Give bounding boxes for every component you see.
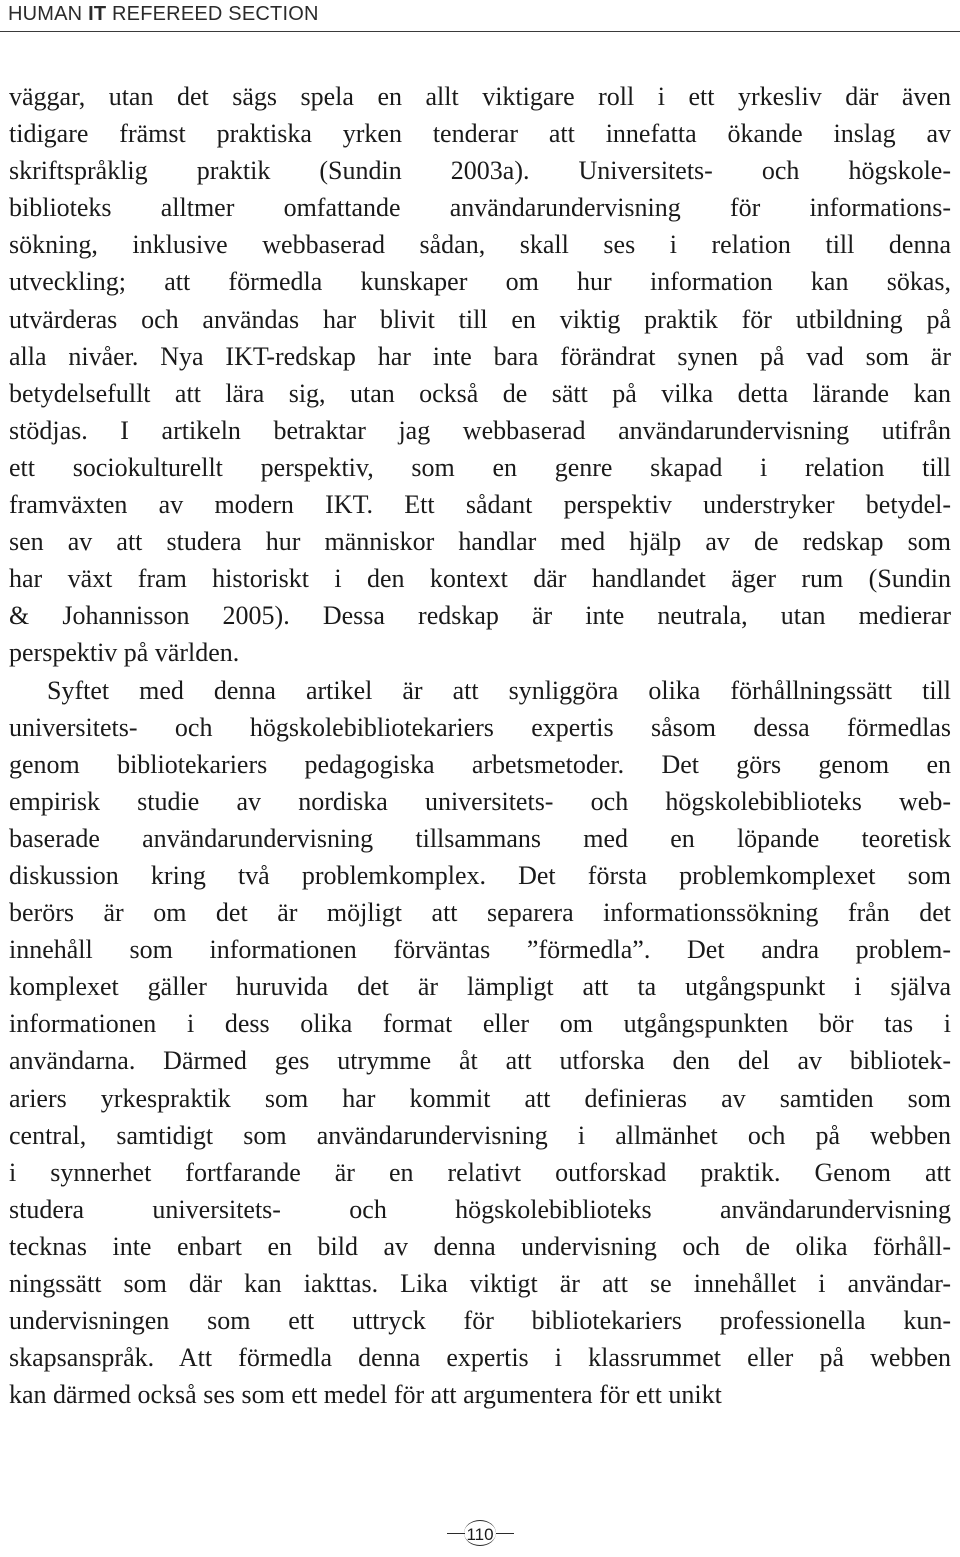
folio-rule-right: [496, 1533, 514, 1534]
text-line: innehåll som informationen förväntas ”förmedla”. Det andra problem-: [9, 935, 951, 965]
running-head-prefix: HUMAN: [8, 3, 89, 25]
text-line: utvärderas och användas har blivit till en viktig praktik för utbildning på: [9, 304, 951, 334]
text-line: väggar, utan det sägs spela en allt viktigare roll i ett yrkesliv där även: [9, 82, 951, 111]
header-rule: [0, 31, 960, 32]
text-line: ningssätt som där kan iakttas. Lika viktigt är att se innehållet i användar-: [9, 1269, 951, 1298]
text-line: stödjas. I artikeln betraktar jag webbaserad användarundervisning utifrån: [9, 415, 951, 445]
text-line: ett sociokulturellt perspektiv, som en genre skapad i relation till: [9, 452, 951, 482]
running-head-suffix: REFEREED SECTION: [106, 3, 319, 25]
text-line: universitets- och högskolebibliotekariers expertis såsom dessa förmedlas: [9, 712, 951, 742]
running-head-it: IT: [88, 3, 107, 25]
text-line: skriftspråklig praktik (Sundin 2003a). Universitets- och högskole-: [9, 156, 951, 186]
text-line: skapsanspråk. Att förmedla denna expertis i klassrummet eller på webben: [9, 1343, 951, 1373]
page-footer: [0, 1520, 960, 1548]
text-line: utveckling; att förmedla kunskaper om hur information kan sökas,: [9, 267, 951, 297]
text-line: berörs är om det är möjligt att separera informationssökning från det: [9, 898, 951, 928]
text-line: baserade användarundervisning tillsammans med en löpande teoretisk: [9, 823, 951, 853]
text-line: har växt fram historiskt i den kontext där handlandet äger rum (Sundin: [9, 564, 951, 594]
text-line: undervisningen som ett uttryck för bibliotekariers professionella kun-: [9, 1306, 951, 1336]
text-line: tecknas inte enbart en bild av denna undervisning och de olika förhåll-: [9, 1231, 951, 1261]
text-line: diskussion kring två problemkomplex. Det första problemkomplexet som: [9, 860, 951, 890]
body-text: [9, 78, 951, 1413]
paragraph: [9, 78, 951, 672]
text-line: kan därmed också ses som ett medel för att argumentera för ett unikt: [9, 1380, 722, 1410]
text-line: i synnerhet fortfarande är en relativt outforskad praktik. Genom att: [9, 1157, 951, 1187]
text-line: tidigare främst praktiska yrken tenderar att innefatta ökande inslag av: [9, 119, 951, 149]
paragraph: [9, 672, 951, 1414]
text-line: komplexet gäller huruvida det är lämpligt att ta utgångspunkt i själva: [9, 972, 951, 1002]
text-line: & Johannisson 2005). Dessa redskap är inte neutrala, utan medierar: [9, 601, 951, 631]
text-line: betydelsefullt att lära sig, utan också de sätt på vilka detta lärande kan: [9, 378, 951, 408]
text-line: sen av att studera hur människor handlar med hjälp av de redskap som: [9, 527, 951, 557]
text-line: biblioteks alltmer omfattande användarundervisning för informations-: [9, 193, 951, 223]
text-line: alla nivåer. Nya IKT-redskap har inte bara förändrat synen på vad som är: [9, 341, 951, 371]
text-line: genom bibliotekariers pedagogiska arbetsmetoder. Det görs genom en: [9, 749, 951, 779]
text-line: informationen i dess olika format eller om utgångspunkten bör tas i: [9, 1009, 951, 1039]
text-line: användarna. Därmed ges utrymme åt att utforska den del av bibliotek-: [9, 1046, 951, 1076]
text-line: central, samtidigt som användarundervisning i allmänhet och på webben: [9, 1120, 951, 1150]
text-line: perspektiv på världen.: [9, 638, 240, 668]
text-line: framväxten av modern IKT. Ett sådant perspektiv understryker betydel-: [9, 490, 951, 520]
folio-rule-left: [447, 1533, 465, 1534]
text-line: studera universitets- och högskolebiblioteks användarundervisning: [9, 1194, 951, 1224]
text-line: sökning, inklusive webbaserad sådan, skall ses i relation till denna: [9, 230, 951, 260]
text-line: Syftet med denna artikel är att synliggöra olika förhållningssätt till: [47, 675, 951, 705]
text-line: ariers yrkespraktik som har kommit att definieras av samtiden som: [9, 1083, 951, 1113]
running-head: [8, 2, 319, 26]
page-number: 110: [464, 1520, 496, 1546]
text-line: empirisk studie av nordiska universitets- och högskolebiblioteks web-: [9, 786, 951, 816]
